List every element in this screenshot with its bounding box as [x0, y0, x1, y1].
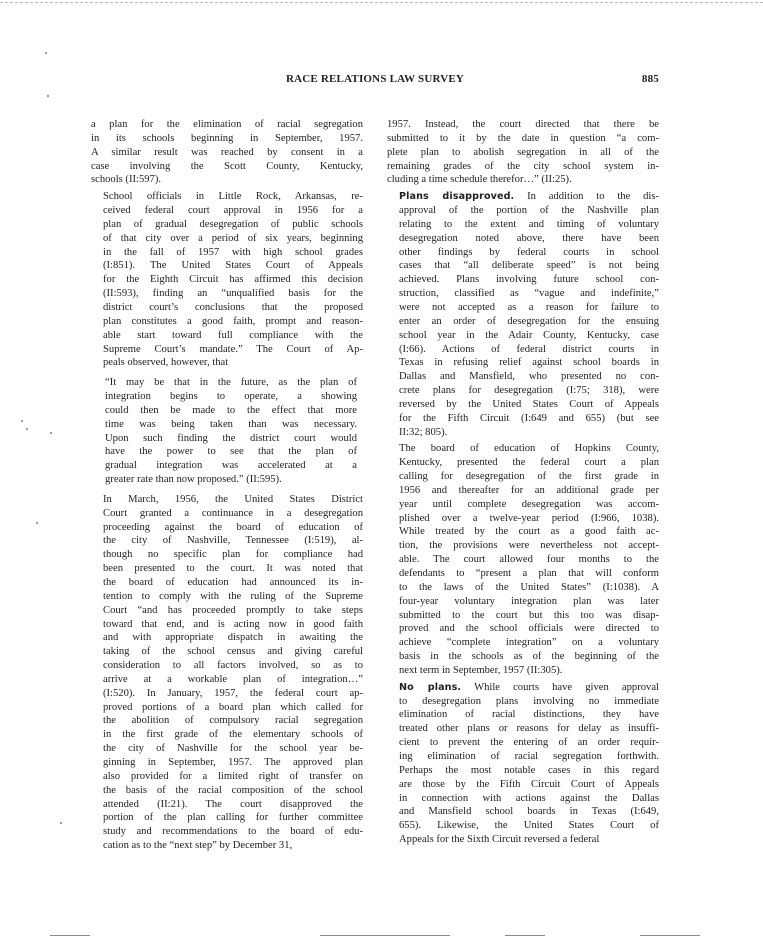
- text-line: relating to the extent and timing of voluntary: [399, 218, 659, 230]
- text-line: schools (II:597).: [91, 174, 162, 186]
- text-line: in its schools beginning in September, 1957.: [91, 132, 363, 144]
- text-line: struction, classified as “vague and indefinite,”: [399, 288, 659, 300]
- text-line: Supreme Court’s mandate.” The Court of Ap-: [103, 343, 363, 355]
- running-head: [91, 73, 659, 91]
- text-line: the board of education had announced its in-: [103, 577, 363, 588]
- text-line: school year in the Adair County, Kentucky, case: [399, 329, 659, 341]
- text-line: four-year voluntary integration plan was later: [399, 595, 659, 607]
- text-line: Dallas and Mansfield, who presented no con-: [399, 371, 659, 383]
- text-line: reversed by the United States Court of Appeals: [399, 398, 659, 410]
- page-number: 885: [641, 73, 659, 85]
- text-line: case involving the Scott County, Kentucky,: [91, 160, 363, 172]
- text-line: “It may be that in the future, as the plan of: [105, 377, 357, 389]
- bottom-scan-rule: [640, 935, 700, 936]
- text-line: able start toward full compliance with the: [103, 329, 363, 341]
- text-line: A similar result was reached by consent in a: [91, 146, 363, 158]
- text-line: though no specific plan for compliance had: [103, 549, 363, 561]
- text-line: calling for desegregation of the first grade in: [399, 471, 659, 483]
- bottom-scan-rule: [505, 935, 545, 936]
- text-line: submitted to the court but this too was disap-: [399, 609, 659, 621]
- text-line: Appeals for the Sixth Circuit reversed a federal: [399, 834, 600, 846]
- text-line: enter an order of desegregation for the ensuing: [399, 315, 659, 327]
- text-line: ginning in September, 1957. The approved plan: [103, 756, 363, 768]
- text-line: to the laws of the United States” (I:1038). A: [399, 581, 659, 593]
- top-dashed-border: [0, 2, 763, 3]
- scan-speck: [45, 52, 47, 54]
- paragraph-body: [387, 204, 659, 439]
- text-line: for the Fifth Circuit (I:649 and 655) (but see: [399, 412, 659, 424]
- text-line: proceeding against the board of education of: [103, 521, 363, 533]
- text-line: in connection with actions against the Dallas: [399, 792, 659, 804]
- text-line: cient to prevent the entering of an order requir-: [399, 737, 659, 749]
- paragraph-body: [387, 695, 659, 847]
- block-quote: [105, 376, 363, 487]
- text-line: portion of the plan calling for further committee: [103, 812, 363, 824]
- text-line: time was being taken than was necessary.: [105, 418, 357, 430]
- text-line: attended (II:21). The court disapproved the: [103, 798, 363, 810]
- paragraph: [91, 493, 363, 853]
- text-line: ceived federal court approval in 1956 for a: [103, 205, 363, 217]
- text-line: II:32; 805).: [399, 426, 448, 438]
- text-line: School officials in Little Rock, Arkansas, re-: [103, 191, 363, 203]
- bottom-scan-rule: [320, 935, 450, 936]
- text-line: Court “and has proceeded promptly to take steps: [103, 604, 363, 616]
- text-line: achieved. Plans involving future school con-: [399, 274, 659, 286]
- bottom-scan-rule: [50, 935, 90, 936]
- text-line: proved and the school officials were directed to: [399, 623, 659, 635]
- text-line: (II:593), finding an “unqualified basis for the: [103, 288, 363, 300]
- right-column: [387, 118, 659, 850]
- text-line: were not accepted as a reason for failure to: [399, 301, 659, 313]
- text-line: the abolition of compulsory racial segregation: [103, 715, 363, 727]
- text-line: greater rate than now proposed.” (II:595).: [105, 474, 282, 486]
- text-line: plan of gradual desegregation of public schools: [103, 218, 363, 230]
- text-line: the basis of the racial composition of the school: [103, 784, 363, 796]
- text-line: and with appropriate dispatch in awaiting the: [103, 632, 363, 644]
- scan-speck: [21, 420, 23, 422]
- text-line: submitted to it by the date in question “a com-: [387, 132, 659, 144]
- text-line: been presented to the court. It was noted that: [103, 563, 363, 575]
- line-text: In addition to the dis-: [527, 191, 659, 203]
- text-line: a plan for the elimination of racial segregation: [91, 119, 363, 130]
- text-line: basis in the schools as of the beginning of the: [399, 651, 659, 663]
- text-line: arrive at a workable plan of integration…”: [103, 673, 363, 685]
- text-line: While treated by the court as a good faith ac-: [399, 526, 659, 538]
- text-line: in the first grade of the elementary schools of: [103, 729, 363, 741]
- text-line: and Mansfield school boards in Texas (I:649,: [399, 806, 659, 818]
- text-line: achieve “complete integration” on a voluntary: [399, 637, 659, 649]
- text-line: to desegregation plans involving no immediate: [399, 695, 659, 707]
- scan-speck: [26, 428, 28, 430]
- paragraph-no-plans: [387, 681, 659, 847]
- text-line: cases that “all deliberate speed” is not being: [399, 260, 659, 272]
- text-line: Texas in refusing relief against school boards in: [399, 357, 659, 369]
- text-line: able. The court allowed four months to the: [399, 554, 659, 566]
- text-line: next term in September, 1957 (II:305).: [399, 664, 563, 676]
- run-in-heading: Plans disapproved.: [399, 191, 515, 203]
- text-line: desegregation noted above, there have been: [399, 232, 659, 244]
- text-line: in the fall of 1957 with high school grades: [103, 246, 363, 258]
- text-line: cation as to the “next step” by December 31,: [103, 840, 293, 852]
- text-line: treated other plans or reasons for delay as insuffi-: [399, 723, 659, 735]
- text-line: In March, 1956, the United States District: [103, 493, 363, 505]
- text-line: cluding a time schedule therefor…” (II:25).: [387, 174, 572, 186]
- running-head-title: RACE RELATIONS LAW SURVEY: [285, 73, 465, 85]
- text-line: tention to comply with the ruling of the Supreme: [103, 590, 363, 602]
- text-line: other findings by federal courts in school: [399, 246, 659, 258]
- text-line: defendants to “present a plan that will conform: [399, 568, 659, 579]
- text-line: plete plan to abolish segregation in all of the: [387, 146, 659, 158]
- text-line: peals observed, however, that: [103, 357, 229, 369]
- paragraph: [91, 118, 363, 187]
- scan-speck: [36, 522, 38, 524]
- paragraph: [387, 442, 659, 677]
- text-line: The board of education of Hopkins County,: [399, 443, 659, 455]
- text-line: plan constitutes a good faith, prompt and reason-: [103, 315, 363, 327]
- line-text: While courts have given approval: [474, 681, 659, 693]
- text-line: (I:520). In January, 1957, the federal court ap-: [103, 687, 363, 699]
- text-line: elimination of racial distinctions, they have: [399, 709, 659, 721]
- text-line: consideration to all factors involved, so as to: [103, 660, 363, 672]
- text-line: also provided for a limited right of transfer on: [103, 770, 363, 782]
- text-line: year until complete desegregation was accom-: [399, 498, 659, 510]
- text-line: have the power to see that the plan of: [105, 446, 357, 458]
- text-line: could then be made to the effect that more: [105, 404, 357, 416]
- text-line: tion, the provisions were nevertheless not accept-: [399, 540, 659, 552]
- text-line: (I:851). The United States Court of Appeals: [103, 260, 363, 272]
- text-line: taking of the school census and giving careful: [103, 646, 363, 658]
- text-line: remaining grades of the city school system in-: [387, 160, 659, 172]
- text-line: approval of the portion of the Nashville plan: [399, 205, 659, 217]
- scan-speck: [47, 95, 49, 97]
- text-line: the city of Nashville for the school year be-: [103, 743, 363, 755]
- text-line: Court granted a continuance in a desegregation: [103, 507, 363, 519]
- text-line: (I:66). Actions of federal district courts in: [399, 343, 659, 355]
- paragraph: [387, 118, 659, 187]
- text-line: Upon such finding the district court would: [105, 432, 357, 444]
- text-line: 655). Likewise, the United States Court of: [399, 820, 659, 832]
- text-line: for the Eighth Circuit has affirmed this decision: [103, 274, 363, 286]
- paragraph-first-line: [387, 190, 659, 204]
- text-line: plished over a twelve-year period (I:966, 1038).: [399, 512, 659, 524]
- scan-speck: [50, 432, 52, 434]
- text-line: the city of Nashville, Tennessee (I:519), al-: [103, 535, 363, 547]
- paragraph-first-line: [387, 681, 659, 695]
- paragraph-plans-disapproved: [387, 190, 659, 439]
- text-line: crete plans for desegregation (I:75; 318), were: [399, 385, 659, 397]
- paragraph: [91, 190, 363, 370]
- scan-speck: [60, 822, 62, 824]
- text-line: district court’s conclusions that the proposed: [103, 301, 363, 313]
- text-line: integration begins to operate, a showing: [105, 391, 357, 403]
- text-line: proved portions of a board plan which called for: [103, 701, 363, 713]
- text-line: 1957. Instead, the court directed that there be: [387, 119, 659, 130]
- text-line: are those by the Fifth Circuit Court of Appeals: [399, 778, 659, 790]
- run-in-heading: No plans.: [399, 681, 462, 693]
- text-line: study and recommendations to the board of edu-: [103, 826, 363, 838]
- text-line: 1956 and thereafter for an additional grade per: [399, 484, 659, 496]
- text-line: gradual integration was accelerated at a: [105, 460, 357, 472]
- text-line: toward that end, and is acting now in good faith: [103, 618, 363, 630]
- text-line: Perhaps the most notable cases in this regard: [399, 764, 659, 776]
- text-line: ing elimination of racial segregation forthwith.: [399, 750, 659, 762]
- left-column: [91, 118, 363, 856]
- text-line: Kentucky, presented the federal court a plan: [399, 457, 659, 469]
- text-line: of that city over a period of six years, beginning: [103, 232, 363, 244]
